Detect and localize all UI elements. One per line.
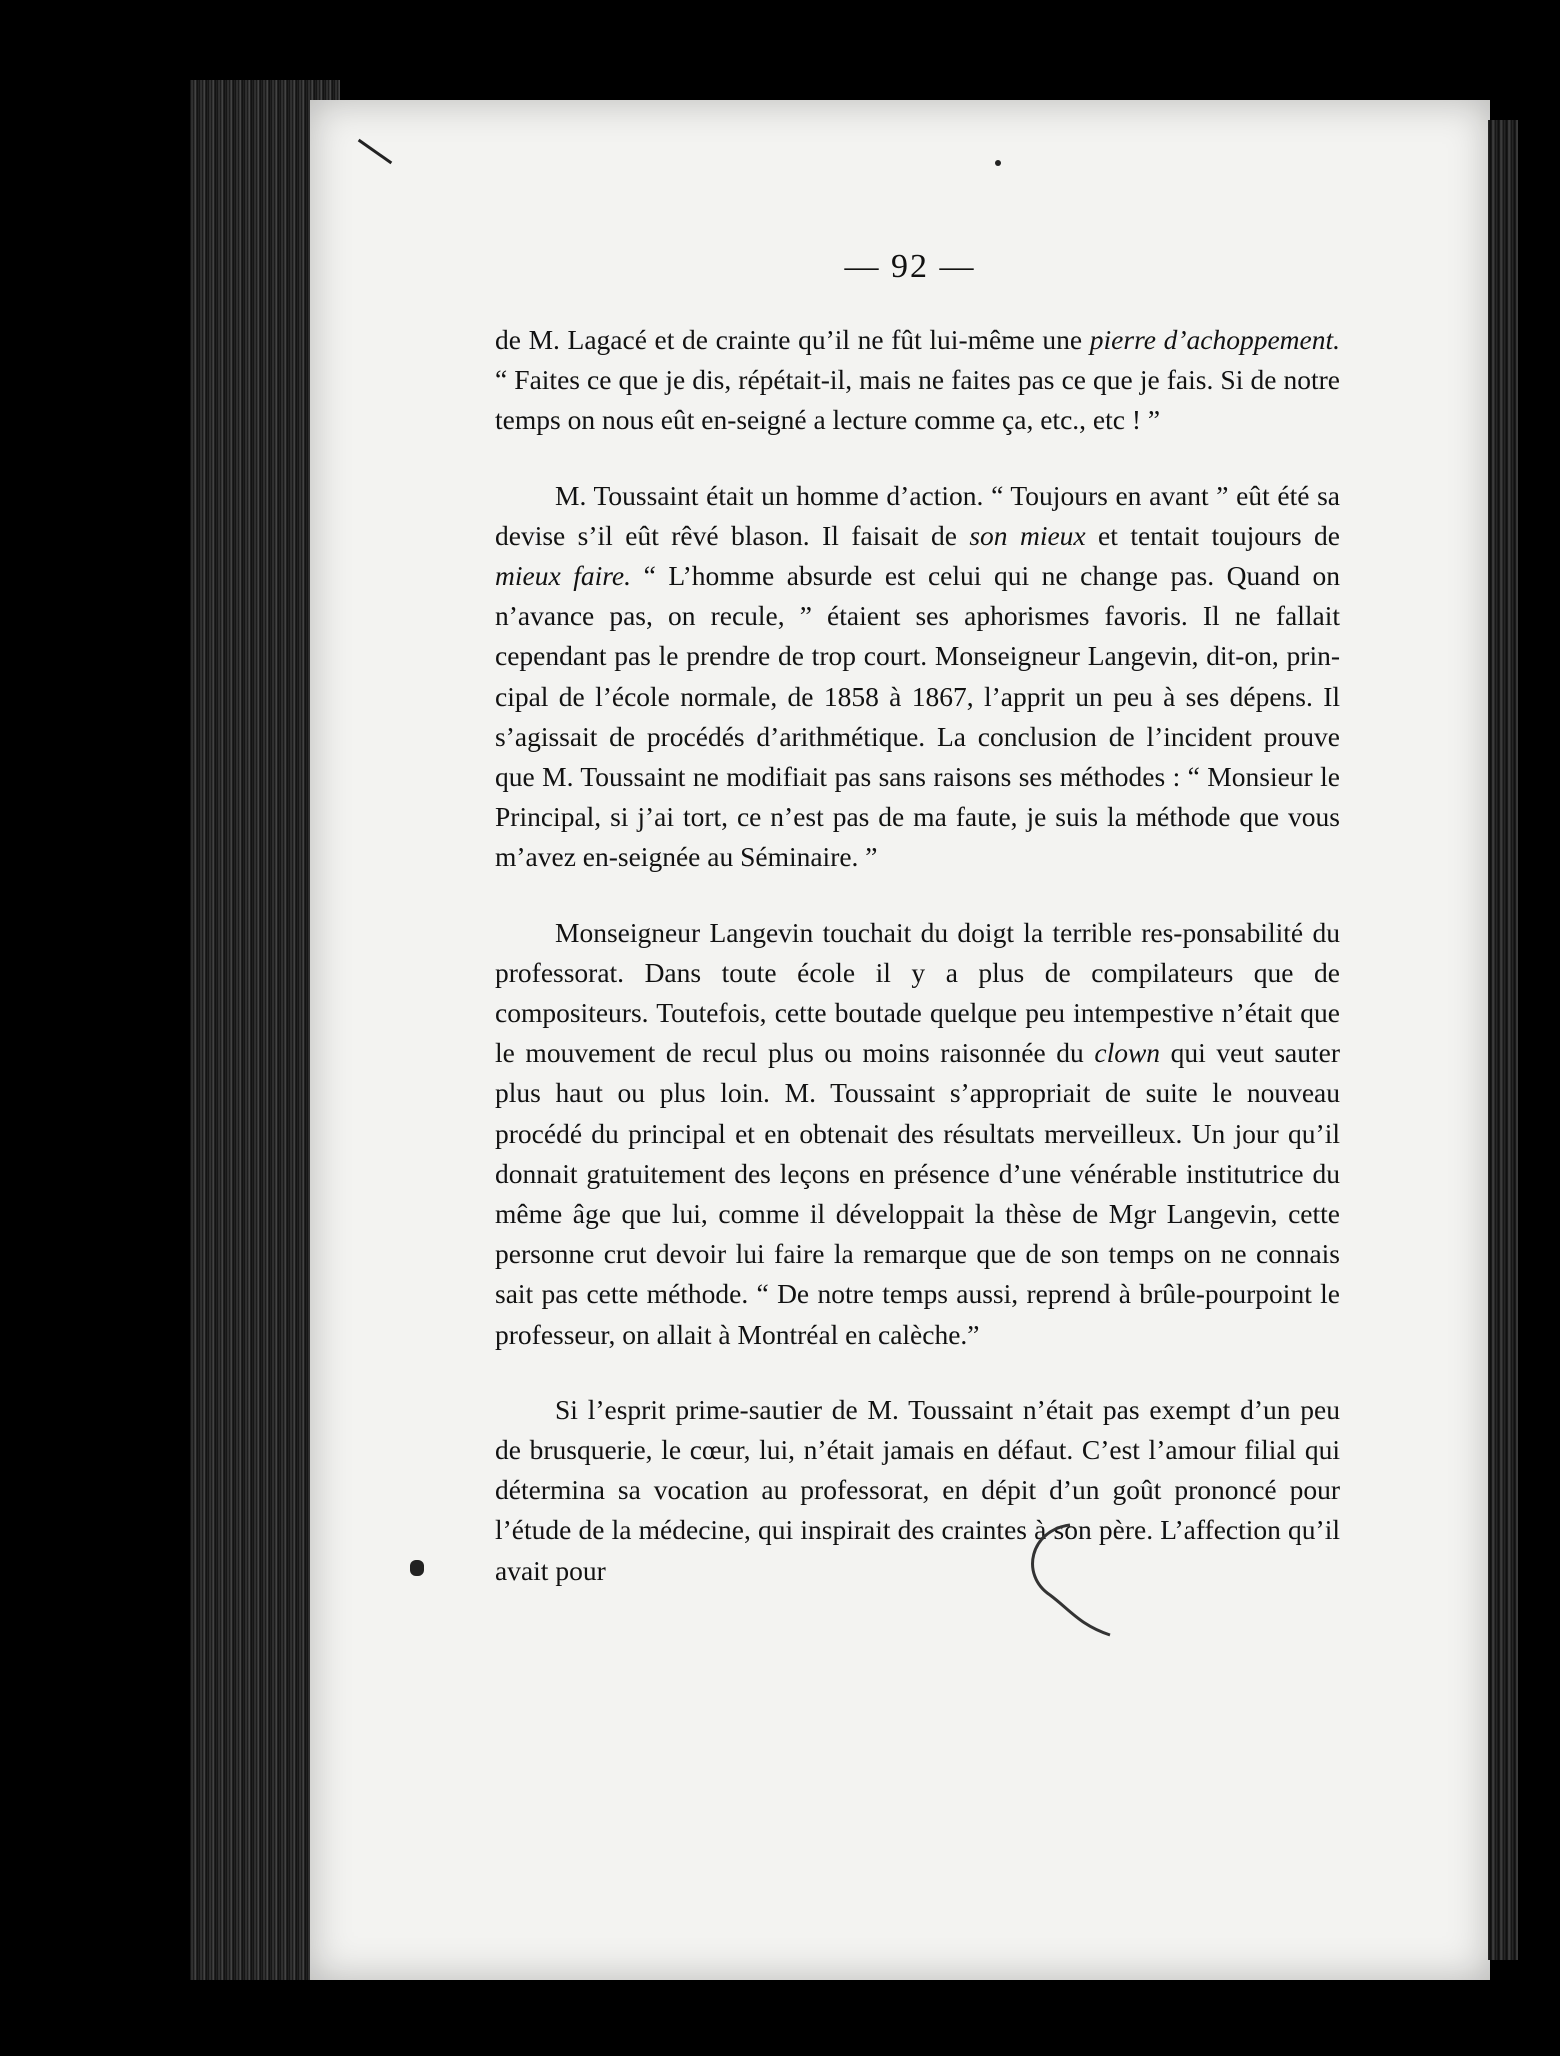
italic-text-segment: son mieux — [969, 519, 1086, 551]
italic-text-segment: clown — [1094, 1037, 1161, 1069]
text-segment: Monseigneur Langevin touchait du doigt la terrible res-ponsabilité du professorat. Dans toute école il y a plus de compilateurs que de compositeurs. Toutefois, cette boutade quelque peu intempestive n’était que le mouvement de recul plus ou moins raisonnée du — [495, 916, 1340, 1069]
page-number: — 92 — — [844, 248, 976, 285]
scan-speck — [410, 1560, 424, 1576]
text-segment: Si l’esprit prime-sautier de M. Toussaint n’était pas exempt d’un peu de brusquerie, le cœur, lui, n’était jamais en défaut. C’est l’amour filial qui détermina sa vocation au professorat, en dépit d’un goût prononcé pour l’étude de la médecine, qui inspirait des craintes à son père. L’affection qu’il avait pour — [495, 1393, 1340, 1586]
paragraph-4 — [495, 1390, 1340, 1591]
text-segment: “ Faites ce que je dis, répétait-il, mais ne faites pas ce que je fais. Si de notre temps on nous eût en-seigné a lecture comme ça, etc., etc ! ” — [495, 364, 1340, 436]
facing-page-strip — [1488, 120, 1518, 1960]
text-segment: qui veut sauter plus haut ou plus loin. M. Toussaint s’appropriait de suite le nouveau procédé du principal et en obtenait des résultats merveilleux. Un jour qu’il donnait gratuitement des leçons en présence d’une vénérable institutrice du même âge que lui, comme il développait la thèse de Mgr Langevin, cette personne crut devoir lui faire la remarque que de son temps on ne connais sait pas cette méthode. “ De notre temps aussi, reprend à brûle-pourpoint le professeur, on allait à Montréal en calèche.” — [495, 1037, 1340, 1350]
scan-speck — [995, 160, 1001, 166]
paragraph-2 — [495, 476, 1340, 878]
italic-text-segment: pierre d’achoppement. — [1089, 324, 1341, 355]
pen-scrawl — [1010, 1515, 1130, 1645]
paragraph-1 — [495, 320, 1340, 441]
text-segment: “ L’homme absurde est celui qui ne change pas. Quand on n’avance pas, on recule, ” étaient ses aphorismes favoris. Il ne fallait cependant pas le prendre de trop court. Monseigneur Langevin, dit-on, prin-cipal de l’école normale, de 1858 à 1867, l’apprit un peu à ses dépens. Il s’agissait de procédés d’arithmétique. La conclusion de l’incident prouve que M. Toussaint ne modifiait pas sans raisons ses méthodes : “ Monsieur le Principal, si j’ai tort, ce n’est pas de ma faute, je suis la méthode que vous m’avez en-seignée au Séminaire. ” — [495, 560, 1340, 873]
text-segment: et tentait toujours de — [1085, 519, 1340, 551]
paragraph-3 — [495, 913, 1340, 1355]
italic-text-segment: mieux faire. — [495, 560, 632, 592]
body-text — [495, 320, 1340, 1591]
text-segment: de M. Lagacé et de crainte qu’il ne fût lui-même une — [495, 324, 1090, 355]
text-segment: M. Toussaint était un homme d’action. “ Toujours en avant ” eût été sa devise s’il eût rêvé blason. Il faisait de — [495, 479, 1340, 551]
